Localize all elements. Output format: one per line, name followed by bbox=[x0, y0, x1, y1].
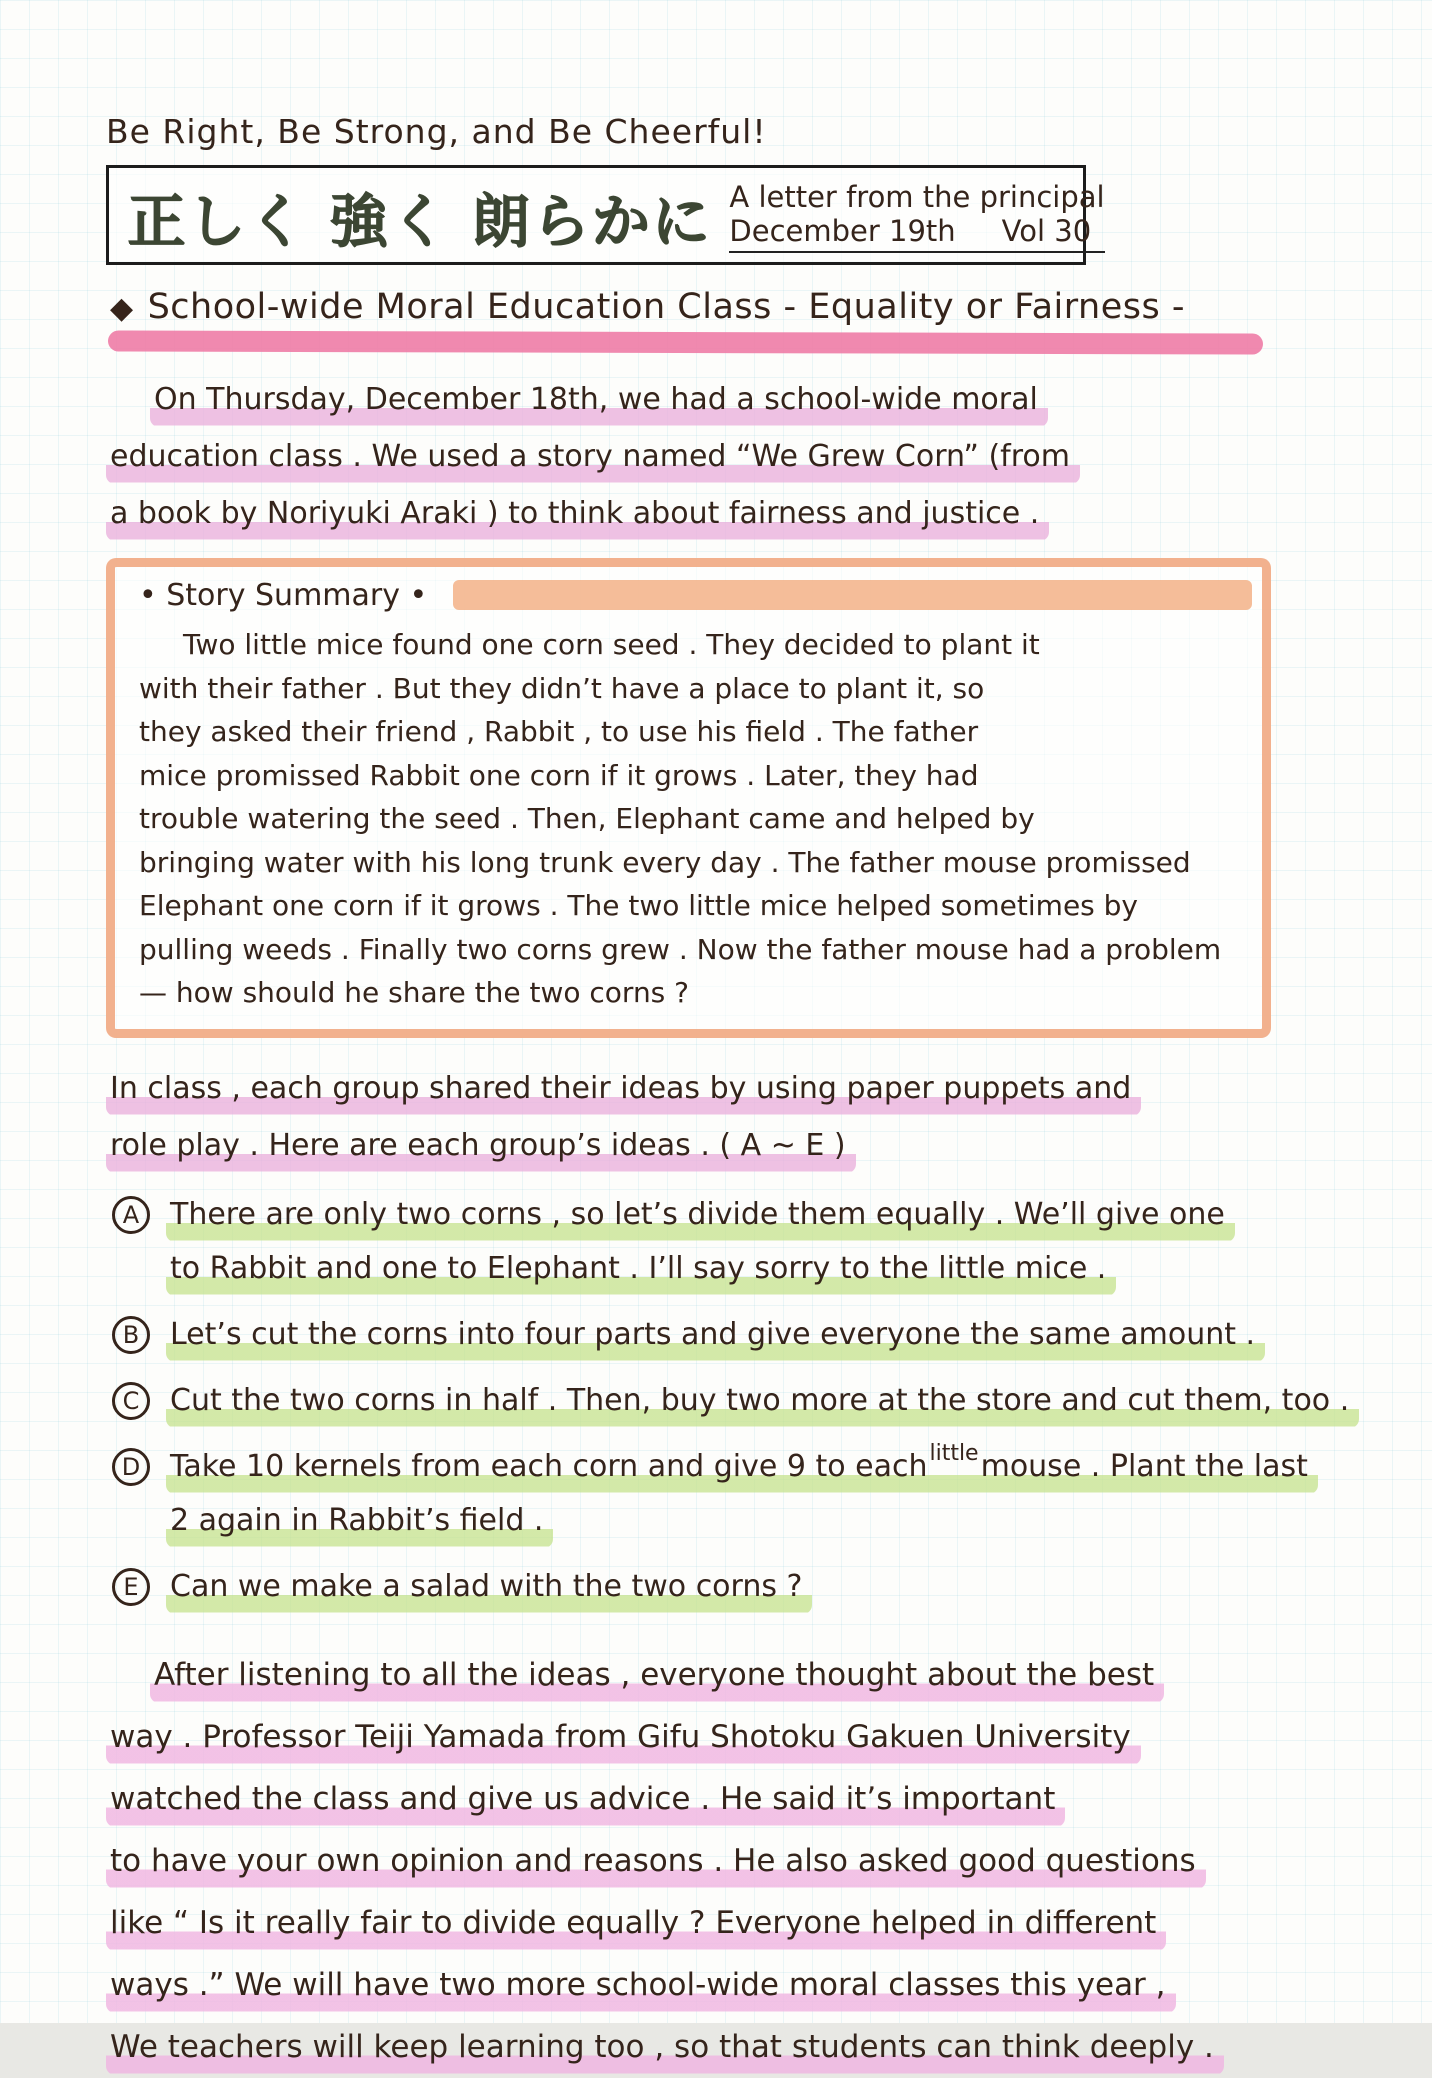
group-line-segment: mouse . Plant the last bbox=[980, 1448, 1308, 1484]
closing-paragraph bbox=[106, 1644, 1292, 2078]
group-line-text: There are only two corns , so let’s divide them equally . We’ll give one bbox=[166, 1197, 1235, 1242]
story-line: they asked their friend , Rabbit , to use his field . The father bbox=[139, 715, 979, 748]
masthead-box bbox=[106, 165, 1105, 265]
group-idea-e bbox=[106, 1560, 1292, 1614]
group-idea-d bbox=[106, 1440, 1308, 1548]
group-line-text: Let’s cut the corns into four parts and give everyone the same amount . bbox=[166, 1317, 1265, 1362]
closing-line-text: watched the class and give us advice . He said it’s important bbox=[106, 1781, 1065, 1827]
masthead-subtitle-line: A letter from the principal bbox=[729, 179, 1105, 214]
diamond-bullet-icon: ◆ bbox=[110, 291, 134, 326]
ideas-intro-line bbox=[106, 1060, 1292, 1117]
closing-line-text: We teachers will keep learning too , so that students can think deeply . bbox=[106, 2029, 1224, 2075]
masthead-subtitle bbox=[729, 174, 1104, 258]
intro-line bbox=[106, 371, 1292, 428]
group-line bbox=[166, 1560, 812, 1614]
group-idea-b-text bbox=[166, 1308, 1265, 1362]
masthead-calligraphy: 正しく 強く 朗らかに bbox=[127, 187, 712, 255]
heading-highlight-bar bbox=[108, 330, 1263, 354]
story-summary-title-row bbox=[139, 571, 1252, 619]
closing-line-text: After listening to all the ideas , everyone thought about the best bbox=[150, 1657, 1164, 1703]
intro-paragraph bbox=[106, 371, 1292, 542]
intro-line-text: a book by Noriyuki Araki ) to think about fairness and justice . bbox=[106, 496, 1049, 541]
masthead-date-line bbox=[729, 214, 1104, 253]
group-idea-c-text bbox=[166, 1374, 1359, 1428]
group-idea-a bbox=[106, 1188, 1292, 1296]
masthead-date: December 19th bbox=[729, 213, 956, 248]
group-line-text: to Rabbit and one to Elephant . I’ll say sorry to the little mice . bbox=[166, 1251, 1116, 1296]
section-heading-text: School-wide Moral Education Class - Equality or Fairness - bbox=[147, 287, 1185, 327]
group-idea-b bbox=[106, 1308, 1292, 1362]
group-idea-a-text bbox=[166, 1188, 1235, 1296]
group-line-text: Can we make a salad with the two corns ? bbox=[166, 1569, 812, 1614]
group-idea-c bbox=[106, 1374, 1350, 1428]
group-line-text: Cut the two corns in half . Then, buy two more at the store and cut them, too . bbox=[166, 1383, 1359, 1428]
closing-line bbox=[106, 1892, 1292, 1954]
slogan-text: Be Right, Be Strong, and Be Cheerful! bbox=[106, 112, 767, 151]
story-summary-text bbox=[139, 623, 1252, 1015]
story-line: pulling weeds . Finally two corns grew . Now the father mouse had a problem bbox=[139, 932, 1222, 966]
closing-line bbox=[106, 1768, 1292, 1830]
intro-line bbox=[106, 428, 1292, 485]
group-ideas-list bbox=[106, 1188, 1350, 1614]
story-line: with their father . But they didn’t have a place to plant it, so bbox=[139, 671, 985, 705]
closing-line bbox=[106, 1830, 1292, 1892]
story-line: bringing water with his long trunk every day . The father mouse promissed bbox=[139, 845, 1191, 879]
closing-line bbox=[106, 1954, 1292, 2016]
section-heading bbox=[106, 287, 1286, 327]
story-line: Elephant one corn if it grows . The two little mice helped sometimes by bbox=[139, 889, 1139, 922]
group-letter-badge: E bbox=[112, 1568, 150, 1606]
group-line bbox=[166, 1242, 1235, 1296]
story-line: mice promissed Rabbit one corn if it grows . Later, they had bbox=[139, 758, 979, 792]
group-letter-badge: B bbox=[112, 1316, 150, 1354]
group-line bbox=[166, 1374, 1359, 1428]
intro-line bbox=[106, 485, 1292, 542]
section-heading-block bbox=[106, 287, 1286, 353]
group-line bbox=[166, 1308, 1265, 1362]
story-line: — how should he share the two corns ? bbox=[139, 976, 690, 1009]
story-line: trouble watering the seed . Then, Elephant came and helped by bbox=[139, 802, 1035, 835]
closing-line bbox=[106, 2016, 1292, 2078]
group-idea-e-text bbox=[166, 1560, 812, 1614]
group-letter-badge: A bbox=[112, 1196, 150, 1234]
ideas-intro-paragraph bbox=[106, 1060, 1292, 1174]
group-line bbox=[166, 1494, 1318, 1548]
intro-line-text: education class . We used a story named “We Grew Corn” (from bbox=[106, 439, 1080, 484]
group-line-text: Take 10 kernels from each corn and give 9 to eachlittlemouse . Plant the last bbox=[166, 1449, 1318, 1494]
story-line: Two little mice found one corn seed . They decided to plant it bbox=[183, 628, 1040, 661]
closing-line-text: to have your own opinion and reasons . He also asked good questions bbox=[106, 1843, 1206, 1889]
group-letter-badge: D bbox=[112, 1448, 150, 1486]
ideas-intro-text: In class , each group shared their ideas by using paper puppets and bbox=[106, 1071, 1141, 1116]
closing-line bbox=[106, 1644, 1292, 1706]
closing-line bbox=[106, 1706, 1292, 1768]
story-summary-box bbox=[106, 558, 1271, 1038]
group-line bbox=[166, 1188, 1235, 1242]
intro-line-text: On Thursday, December 18th, we had a school-wide moral bbox=[150, 382, 1048, 427]
group-letter-badge: C bbox=[112, 1382, 150, 1420]
closing-line-text: way . Professor Teiji Yamada from Gifu Shotoku Gakuen University bbox=[106, 1719, 1141, 1765]
ideas-intro-text: role play . Here are each group’s ideas . ( A ~ E ) bbox=[106, 1128, 856, 1173]
masthead-volume: Vol 30 bbox=[1001, 213, 1092, 248]
story-summary-title: • Story Summary • bbox=[139, 577, 428, 613]
group-idea-d-text bbox=[166, 1440, 1318, 1548]
story-title-highlight-band bbox=[453, 580, 1252, 610]
group-line bbox=[166, 1440, 1318, 1494]
closing-line-text: ways .” We will have two more school-wide moral classes this year , bbox=[106, 1967, 1176, 2013]
group-line-text: 2 again in Rabbit’s field . bbox=[166, 1503, 553, 1548]
closing-line-text: like “ Is it really fair to divide equally ? Everyone helped in different bbox=[106, 1905, 1166, 1951]
ideas-intro-line bbox=[106, 1117, 1292, 1174]
group-line-segment: Take 10 kernels from each corn and give 9 to each bbox=[170, 1448, 928, 1484]
